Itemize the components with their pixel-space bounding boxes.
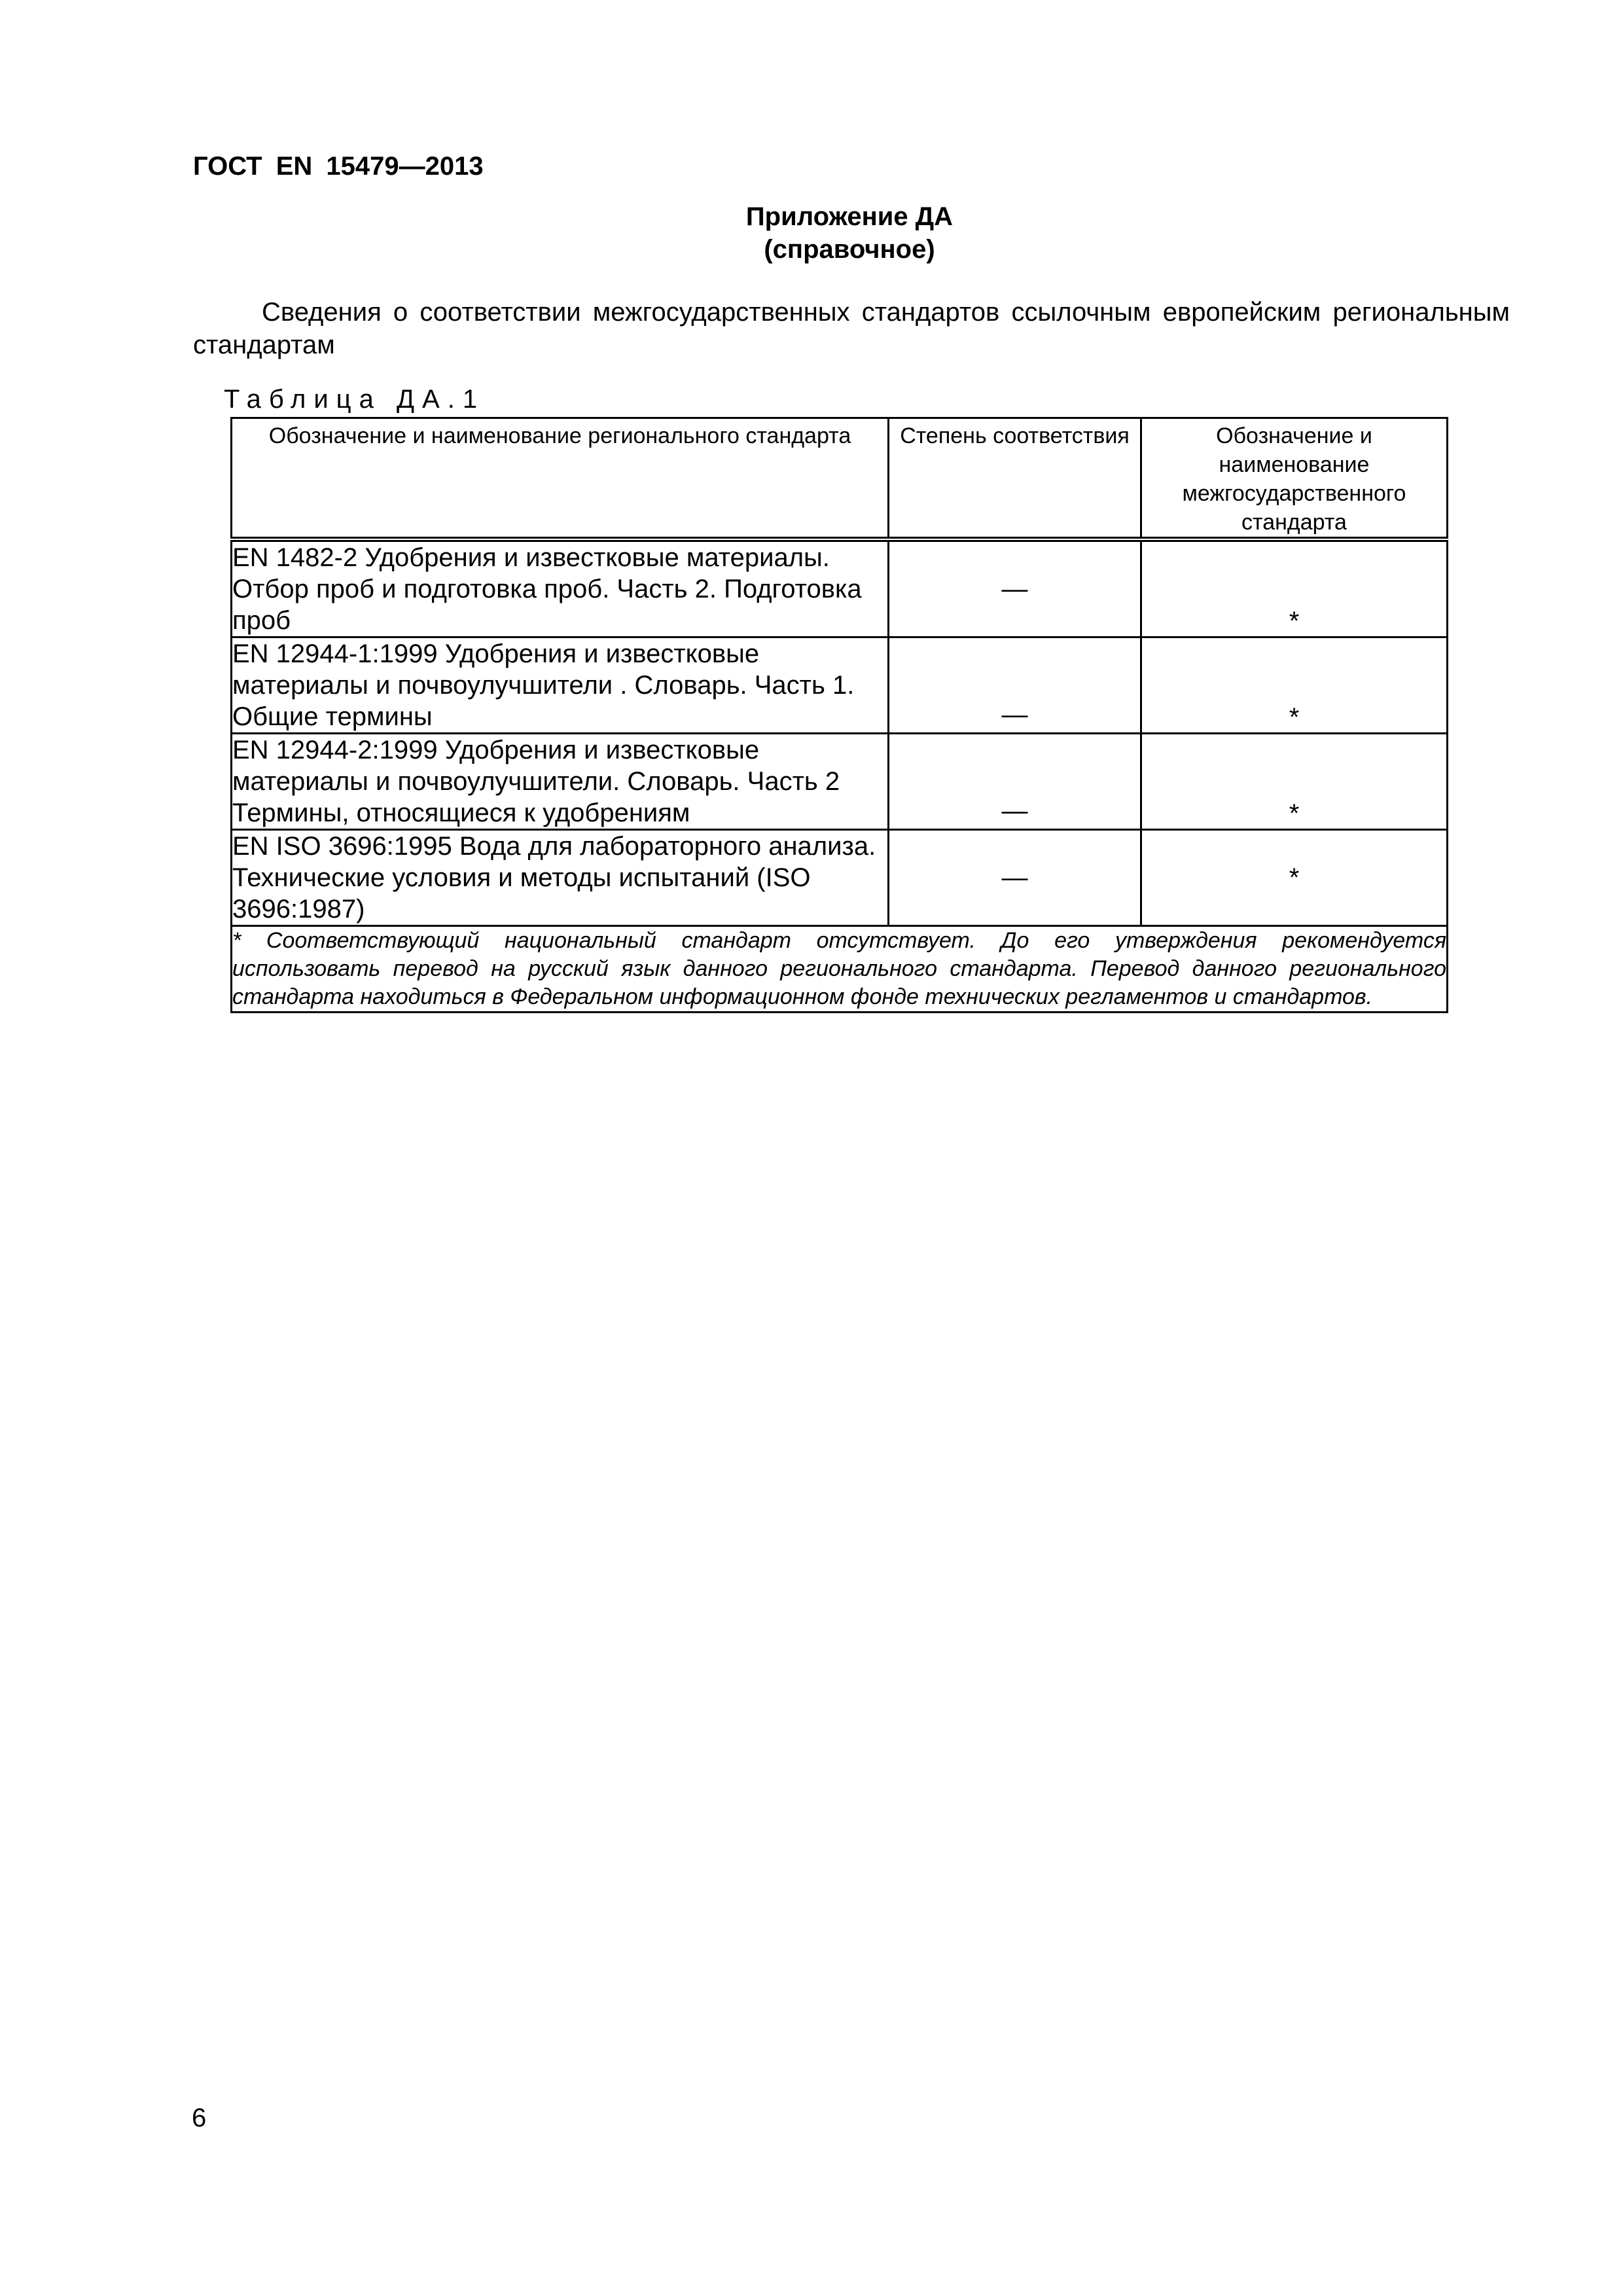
degree-cell: — bbox=[889, 539, 1141, 637]
reference-table-container bbox=[230, 417, 1446, 1013]
regional-standard-cell: EN ISO 3696:1995 Вода для лабораторного анализа. Технические условия и методы испытаний (ISO 3696:1987) bbox=[232, 830, 889, 926]
reference-table bbox=[230, 417, 1448, 1013]
table-footnote-row bbox=[232, 926, 1448, 1013]
table-caption: Таблица ДА.1 bbox=[224, 385, 486, 414]
degree-cell: — bbox=[889, 830, 1141, 926]
degree-cell: — bbox=[889, 734, 1141, 830]
regional-standard-cell: EN 1482-2 Удобрения и известковые материалы. Отбор проб и подготовка проб. Часть 2. Подготовка проб bbox=[232, 539, 889, 637]
appendix-title: Приложение ДА bbox=[745, 202, 954, 231]
column-header-degree: Степень соответствия bbox=[889, 418, 1141, 540]
page-number: 6 bbox=[192, 2104, 207, 2132]
interstate-standard-cell: * bbox=[1141, 539, 1448, 637]
interstate-standard-cell: * bbox=[1141, 830, 1448, 926]
table-row bbox=[232, 539, 1448, 637]
interstate-standard-cell: * bbox=[1141, 637, 1448, 734]
column-header-regional-standard: Обозначение и наименование регионального стандарта bbox=[232, 418, 889, 540]
document-code: ГОСТ EN 15479—2013 bbox=[193, 152, 484, 181]
table-header-row bbox=[232, 418, 1448, 540]
intro-paragraph: Сведения о соответствии межгосударственных стандартов ссылочным европейским региональным стандартам bbox=[193, 298, 1510, 359]
table-row bbox=[232, 637, 1448, 734]
table-row bbox=[232, 830, 1448, 926]
appendix-subtitle: (справочное) bbox=[764, 235, 935, 264]
regional-standard-cell: EN 12944-2:1999 Удобрения и известковые материалы и почвоулучшители. Словарь. Часть 2 Термины, относящиеся к удобрениям bbox=[232, 734, 889, 830]
table-footnote: * Соответствующий национальный стандарт отсутствует. До его утверждения рекомендуется использовать перевод на русский язык данного регионального стандарта. Перевод данного регионального стандарта находиться в Федеральном информационном фонде технических регламентов и стандартов. bbox=[232, 926, 1448, 1013]
regional-standard-cell: EN 12944-1:1999 Удобрения и известковые материалы и почвоулучшители . Словарь. Часть 1. Общие термины bbox=[232, 637, 889, 734]
table-row bbox=[232, 734, 1448, 830]
interstate-standard-cell: * bbox=[1141, 734, 1448, 830]
degree-cell: — bbox=[889, 637, 1141, 734]
appendix-heading bbox=[0, 200, 1623, 266]
column-header-interstate-standard: Обозначение и наименование межгосударственного стандарта bbox=[1141, 418, 1448, 540]
